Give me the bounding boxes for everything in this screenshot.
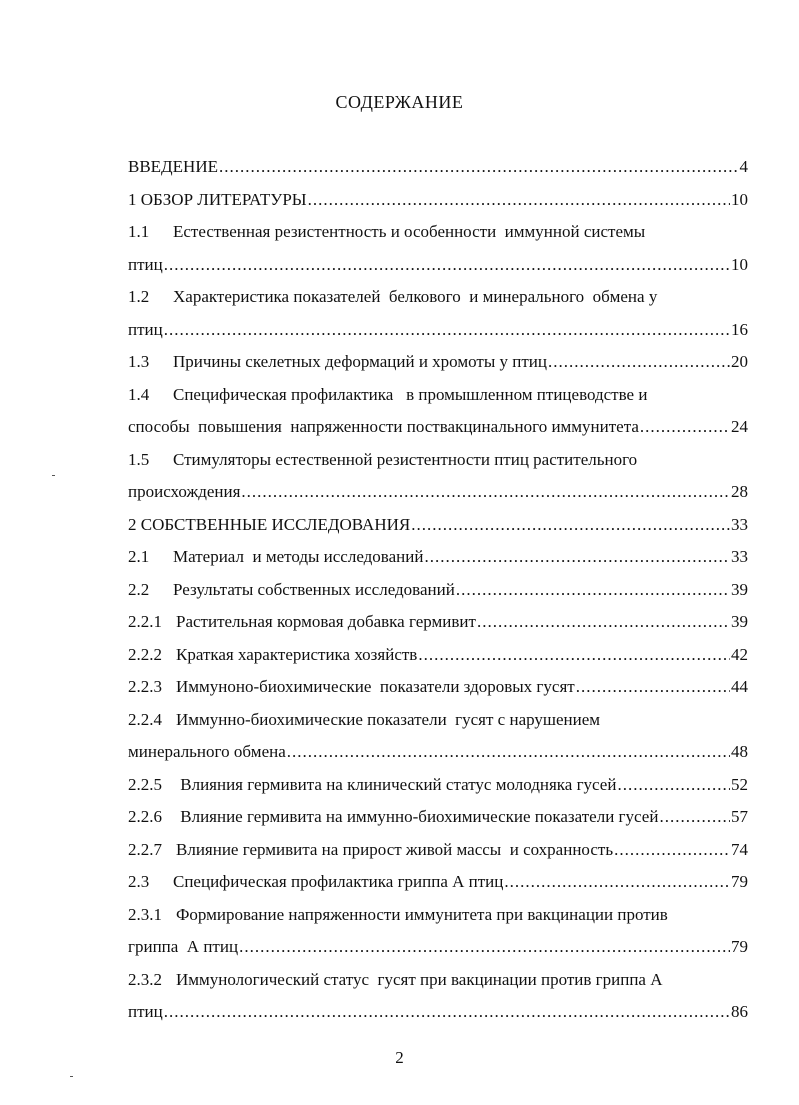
toc-entry (128, 769, 748, 802)
toc-entry (128, 379, 748, 412)
toc-entry (128, 411, 748, 444)
toc-leader-dots (219, 151, 739, 184)
toc-entry (128, 151, 748, 184)
toc-entry (128, 216, 748, 249)
toc-entry-page: 4 (739, 157, 748, 176)
toc-leader-dots (617, 769, 730, 802)
toc-entry-number: 2.2.1 (128, 612, 162, 631)
toc-entry (128, 574, 748, 607)
toc-entry-number: 1.5 (128, 449, 150, 469)
scan-speck (52, 475, 55, 476)
toc-entry (128, 444, 748, 477)
toc-entry (128, 964, 748, 997)
toc-leader-dots (287, 736, 730, 769)
toc-entry-page: 39 (731, 612, 748, 631)
toc-leader-dots (424, 541, 730, 574)
toc-entry-title: ВВЕДЕНИЕ (128, 157, 218, 176)
toc-leader-dots (614, 834, 730, 867)
toc-leader-dots (640, 411, 730, 444)
toc-entry-title: происхождения (128, 482, 241, 501)
toc-entry-number: 2.2.5 (128, 774, 162, 794)
toc-entry-title: птиц (128, 254, 163, 274)
toc-entry-page: 42 (731, 644, 748, 664)
toc-entry (128, 476, 748, 509)
toc-entry-title: минерального обмена (128, 742, 286, 761)
toc-entry (128, 834, 748, 867)
toc-entry-page: 33 (731, 514, 748, 534)
toc-entry-number: 2.1 (128, 547, 150, 566)
toc-leader-dots (477, 606, 730, 639)
toc-leader-dots (239, 931, 730, 964)
toc-entry (128, 899, 748, 932)
toc-entry-title: Влияние гермивита на прирост живой массы и сохранность (176, 839, 614, 859)
toc-entry-page: 86 (731, 1002, 748, 1021)
toc-entry-title: Специфическая профилактика гриппа А птиц (173, 872, 504, 891)
toc-entry-page: 52 (731, 774, 748, 794)
toc-entry (128, 639, 748, 672)
toc-entry-title: Специфическая профилактика в промышленном птицеводстве и (173, 384, 648, 404)
toc-entry-title: Естественная резистентность и особенности иммунной системы (173, 222, 646, 241)
toc-entry-number: 2.2.6 (128, 807, 162, 826)
toc-entry-number: 2.3 (128, 872, 150, 891)
toc-leader-dots (241, 476, 730, 509)
toc-entry-title: Растительная кормовая добавка гермивит (176, 612, 476, 631)
toc-entry (128, 346, 748, 379)
toc-entry-title: Стимуляторы естественной резистентности птиц растительного (173, 449, 638, 469)
toc-entry-title: Формирование напряженности иммунитета при вакцинации против (176, 904, 668, 924)
toc-entry-number: 2.2.3 (128, 677, 162, 696)
scan-speck (70, 1076, 73, 1077)
toc-entry (128, 184, 748, 217)
page-number: 2 (395, 1048, 404, 1067)
toc-entry-number: 1.2 (128, 287, 150, 306)
toc-entry (128, 704, 748, 737)
toc-leader-dots (164, 249, 730, 282)
toc-entry-title: Влияния гермивита на клинический статус молодняка гусей (176, 774, 617, 794)
toc-entry-page: 20 (731, 352, 748, 371)
toc-entry-page: 79 (731, 937, 748, 956)
toc-entry-title: птиц (128, 1002, 163, 1021)
table-of-contents (128, 151, 748, 1029)
toc-entry (128, 866, 748, 899)
toc-entry-title: Иммунно-биохимические показатели гусят с нарушением (176, 709, 601, 729)
toc-leader-dots (411, 509, 730, 542)
toc-entry-page: 33 (731, 547, 748, 566)
toc-entry-page: 74 (731, 839, 748, 859)
toc-entry (128, 736, 748, 769)
toc-entry-number: 1.1 (128, 222, 150, 241)
toc-leader-dots (308, 184, 730, 217)
toc-entry-number: 2.2.4 (128, 709, 162, 729)
toc-entry-title: Иммуноно-биохимические показатели здоровых гусят (176, 677, 575, 696)
toc-entry-number: 2.2 (128, 579, 150, 599)
toc-entry-number: 2.2.2 (128, 644, 162, 664)
toc-entry-number: 1.4 (128, 384, 150, 404)
toc-entry-page: 10 (731, 254, 748, 274)
toc-entry-title: Краткая характеристика хозяйств (176, 644, 418, 664)
toc-entry-page: 79 (731, 872, 748, 891)
toc-entry-page: 28 (731, 482, 748, 501)
toc-entry-page: 16 (731, 319, 748, 339)
toc-entry (128, 249, 748, 282)
toc-entry-title: гриппа А птиц (128, 937, 239, 956)
toc-entry (128, 996, 748, 1029)
toc-entry-title: Материал и методы исследований (173, 547, 424, 566)
toc-entry (128, 801, 748, 834)
toc-entry (128, 281, 748, 314)
toc-entry-title: птиц (128, 319, 163, 339)
toc-leader-dots (576, 671, 730, 704)
toc-entry-page: 24 (731, 417, 748, 436)
toc-entry (128, 541, 748, 574)
toc-entry-number: 1.3 (128, 352, 150, 371)
toc-entry-number: 2.2.7 (128, 839, 162, 859)
toc-leader-dots (504, 866, 730, 899)
toc-entry-title: Иммунологический статус гусят при вакцинации против гриппа А (176, 969, 663, 989)
toc-leader-dots (164, 314, 730, 347)
toc-entry (128, 606, 748, 639)
toc-leader-dots (418, 639, 730, 672)
toc-entry-title: Характеристика показателей белкового и минерального обмена у (173, 287, 658, 306)
toc-leader-dots (456, 574, 730, 607)
toc-entry-page: 57 (731, 807, 748, 826)
toc-entry-page: 39 (731, 579, 748, 599)
toc-entry-title: Влияние гермивита на иммунно-биохимические показатели гусей (176, 807, 659, 826)
toc-entry-page: 10 (731, 189, 748, 209)
toc-leader-dots (548, 346, 730, 379)
toc-leader-dots (164, 996, 730, 1029)
toc-entry-page: 44 (731, 677, 748, 696)
toc-entry (128, 931, 748, 964)
toc-entry-title: Причины скелетных деформаций и хромоты у птиц (173, 352, 547, 371)
toc-entry (128, 671, 748, 704)
toc-entry (128, 509, 748, 542)
toc-entry-number: 2.3.1 (128, 904, 162, 924)
toc-entry-number: 2.3.2 (128, 969, 162, 989)
toc-entry (128, 314, 748, 347)
toc-entry-page: 48 (731, 742, 748, 761)
toc-entry-title: Результаты собственных исследований (173, 579, 455, 599)
toc-leader-dots (659, 801, 730, 834)
toc-entry-title: 1 ОБЗОР ЛИТЕРАТУРЫ (128, 189, 307, 209)
toc-entry-title: способы повышения напряженности поствакцинального иммунитета (128, 417, 639, 436)
toc-entry-title: 2 СОБСТВЕННЫЕ ИССЛЕДОВАНИЯ (128, 514, 411, 534)
page-title: СОДЕРЖАНИЕ (335, 92, 464, 112)
